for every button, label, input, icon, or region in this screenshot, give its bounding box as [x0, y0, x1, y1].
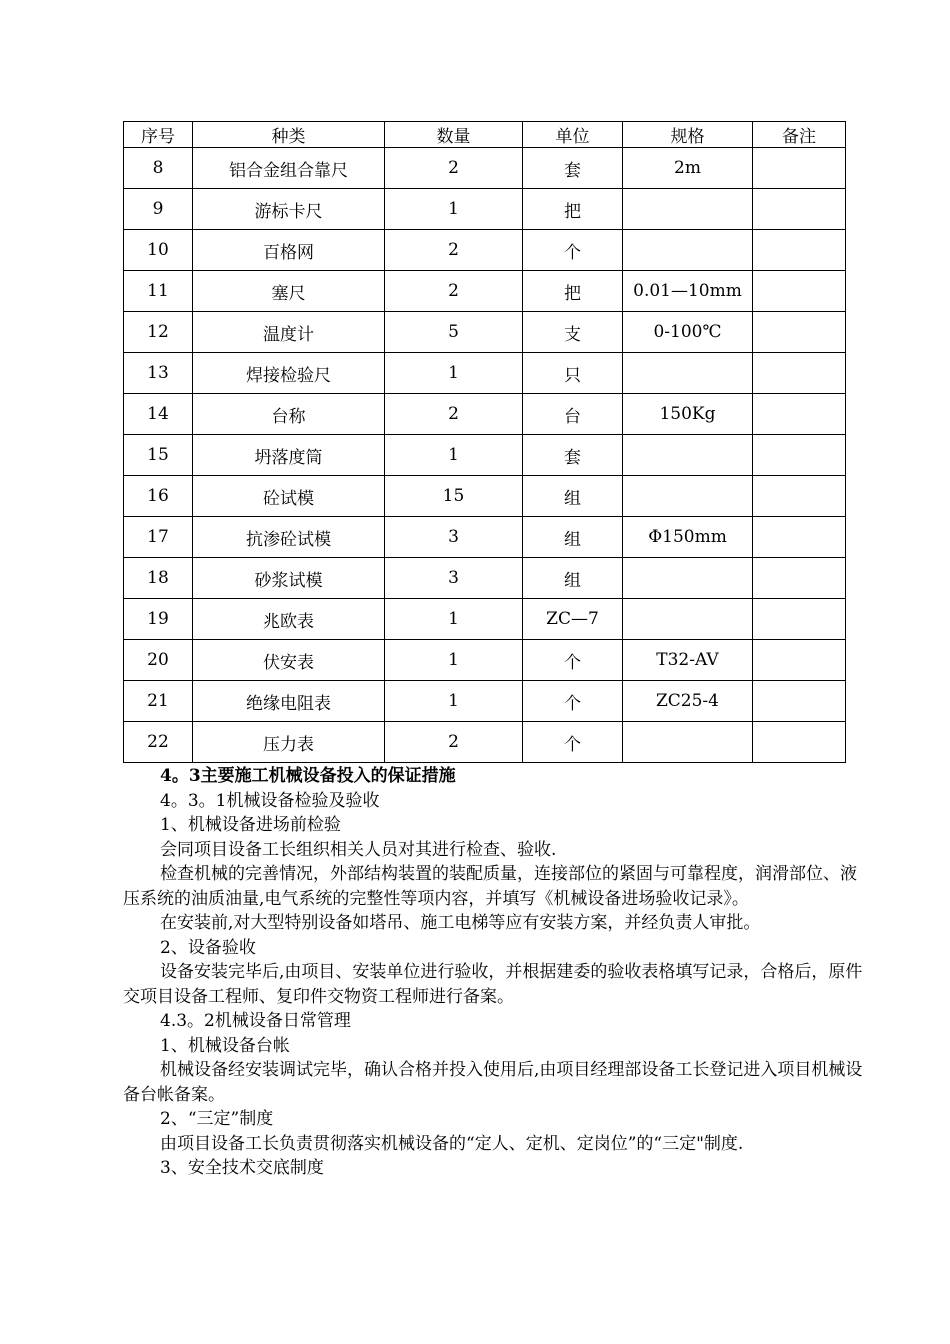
cell-name: 坍落度筒	[193, 435, 385, 476]
cell-no: 16	[124, 476, 193, 517]
paragraph: 检查机械的完善情况，外部结构装置的装配质量，连接部位的紧固与可靠程度，润滑部位、液压系统的油质油量,电气系统的完整性等项内容，并填写《机械设备进场验收记录》。	[123, 864, 857, 909]
cell-no: 15	[124, 435, 193, 476]
paragraph: 机械设备经安装调试完毕，确认合格并投入使用后,由项目经理部设备工长登记进入项目机械设备台帐备案。	[123, 1060, 863, 1105]
cell-no: 20	[124, 640, 193, 681]
cell-unit: 个	[523, 640, 623, 681]
table-row	[124, 558, 846, 599]
paragraph: 设备安装完毕后,由项目、安装单位进行验收，并根据建委的验收表格填写记录，合格后，原件交项目设备工程师、复印件交物资工程师进行备案。	[123, 962, 863, 1007]
table-row	[124, 681, 846, 722]
cell-spec	[623, 435, 753, 476]
cell-note	[753, 394, 846, 435]
cell-note	[753, 599, 846, 640]
cell-no: 14	[124, 394, 193, 435]
table-row	[124, 312, 846, 353]
cell-qty: 1	[385, 189, 523, 230]
cell-qty: 1	[385, 681, 523, 722]
section-title: 4。3主要施工机械设备投入的保证措施	[160, 766, 456, 786]
cell-note	[753, 640, 846, 681]
cell-name: 百格网	[193, 230, 385, 271]
cell-qty: 2	[385, 230, 523, 271]
table-row	[124, 599, 846, 640]
table-body	[124, 148, 846, 763]
cell-name: 台称	[193, 394, 385, 435]
cell-unit: 组	[523, 476, 623, 517]
cell-qty: 2	[385, 148, 523, 189]
cell-qty: 1	[385, 640, 523, 681]
cell-note	[753, 476, 846, 517]
cell-qty: 5	[385, 312, 523, 353]
cell-unit: 个	[523, 230, 623, 271]
cell-qty: 2	[385, 722, 523, 763]
cell-spec	[623, 230, 753, 271]
cell-note	[753, 435, 846, 476]
cell-unit: 组	[523, 517, 623, 558]
table-row	[124, 435, 846, 476]
cell-spec: 0.01—10mm	[623, 271, 753, 312]
cell-unit: 套	[523, 435, 623, 476]
cell-note	[753, 230, 846, 271]
table-row	[124, 189, 846, 230]
header-name: 种类	[193, 122, 385, 148]
item-heading: 2、设备验收	[160, 937, 256, 958]
table-row	[124, 517, 846, 558]
cell-spec	[623, 722, 753, 763]
cell-name: 焊接检验尺	[193, 353, 385, 394]
paragraph: 在安装前,对大型特别设备如塔吊、施工电梯等应有安装方案，并经负责人审批。	[160, 913, 761, 933]
cell-no: 11	[124, 271, 193, 312]
cell-no: 17	[124, 517, 193, 558]
cell-note	[753, 271, 846, 312]
header-no: 序号	[124, 122, 193, 148]
cell-unit: 台	[523, 394, 623, 435]
item-heading: 3、安全技术交底制度	[160, 1158, 324, 1178]
table-row	[124, 640, 846, 681]
cell-spec	[623, 189, 753, 230]
cell-name: 温度计	[193, 312, 385, 353]
cell-no: 18	[124, 558, 193, 599]
cell-no: 19	[124, 599, 193, 640]
cell-note	[753, 353, 846, 394]
table-row	[124, 353, 846, 394]
cell-unit: 个	[523, 722, 623, 763]
item-heading: 2、“三定”制度	[160, 1109, 274, 1129]
cell-no: 22	[124, 722, 193, 763]
cell-note	[753, 189, 846, 230]
cell-note	[753, 517, 846, 558]
cell-spec: 150Kg	[623, 394, 753, 435]
cell-note	[753, 722, 846, 763]
cell-unit: 只	[523, 353, 623, 394]
table-row	[124, 271, 846, 312]
item-heading: 1、机械设备台帐	[160, 1035, 290, 1056]
cell-qty: 2	[385, 271, 523, 312]
cell-qty: 3	[385, 558, 523, 599]
cell-spec: T32-AV	[623, 640, 753, 681]
table-header-row	[124, 122, 846, 148]
cell-spec	[623, 599, 753, 640]
subsection-heading: 4。3。1机械设备检验及验收	[160, 790, 380, 811]
cell-spec: 2m	[623, 148, 753, 189]
table-row	[124, 394, 846, 435]
header-unit: 单位	[523, 122, 623, 148]
cell-name: 绝缘电阻表	[193, 681, 385, 722]
paragraph: 由项目设备工长负责贯彻落实机械设备的“定人、定机、定岗位”的“三定"制度.	[160, 1133, 744, 1154]
cell-qty: 1	[385, 435, 523, 476]
table-row	[124, 148, 846, 189]
cell-name: 砂浆试模	[193, 558, 385, 599]
cell-note	[753, 558, 846, 599]
cell-unit: 组	[523, 558, 623, 599]
cell-qty: 1	[385, 353, 523, 394]
cell-no: 8	[124, 148, 193, 189]
header-note: 备注	[753, 122, 846, 148]
cell-name: 兆欧表	[193, 599, 385, 640]
cell-name: 塞尺	[193, 271, 385, 312]
cell-spec: ZC25-4	[623, 681, 753, 722]
cell-spec: 0-100℃	[623, 312, 753, 353]
cell-no: 9	[124, 189, 193, 230]
cell-unit: 把	[523, 271, 623, 312]
cell-name: 铝合金组合靠尺	[193, 148, 385, 189]
cell-qty: 1	[385, 599, 523, 640]
cell-unit: ZC—7	[523, 599, 623, 640]
cell-name: 压力表	[193, 722, 385, 763]
cell-no: 12	[124, 312, 193, 353]
cell-name: 抗渗砼试模	[193, 517, 385, 558]
table-row	[124, 476, 846, 517]
cell-spec	[623, 353, 753, 394]
cell-note	[753, 148, 846, 189]
item-heading: 1、机械设备进场前检验	[160, 815, 341, 835]
header-qty: 数量	[385, 122, 523, 148]
cell-spec	[623, 558, 753, 599]
header-spec: 规格	[623, 122, 753, 148]
cell-spec	[623, 476, 753, 517]
cell-unit: 个	[523, 681, 623, 722]
equipment-table	[123, 121, 846, 763]
cell-unit: 套	[523, 148, 623, 189]
cell-qty: 2	[385, 394, 523, 435]
cell-note	[753, 312, 846, 353]
body-text	[123, 764, 863, 1181]
cell-name: 伏安表	[193, 640, 385, 681]
subsection-heading: 4.3。2机械设备日常管理	[160, 1011, 351, 1031]
cell-unit: 支	[523, 312, 623, 353]
paragraph: 会同项目设备工长组织相关人员对其进行检查、验收.	[160, 839, 557, 860]
cell-no: 10	[124, 230, 193, 271]
table-row	[124, 230, 846, 271]
cell-name: 砼试模	[193, 476, 385, 517]
cell-name: 游标卡尺	[193, 189, 385, 230]
cell-note	[753, 681, 846, 722]
cell-spec: Φ150mm	[623, 517, 753, 558]
cell-no: 21	[124, 681, 193, 722]
cell-no: 13	[124, 353, 193, 394]
cell-unit: 把	[523, 189, 623, 230]
table-row	[124, 722, 846, 763]
cell-qty: 3	[385, 517, 523, 558]
cell-qty: 15	[385, 476, 523, 517]
